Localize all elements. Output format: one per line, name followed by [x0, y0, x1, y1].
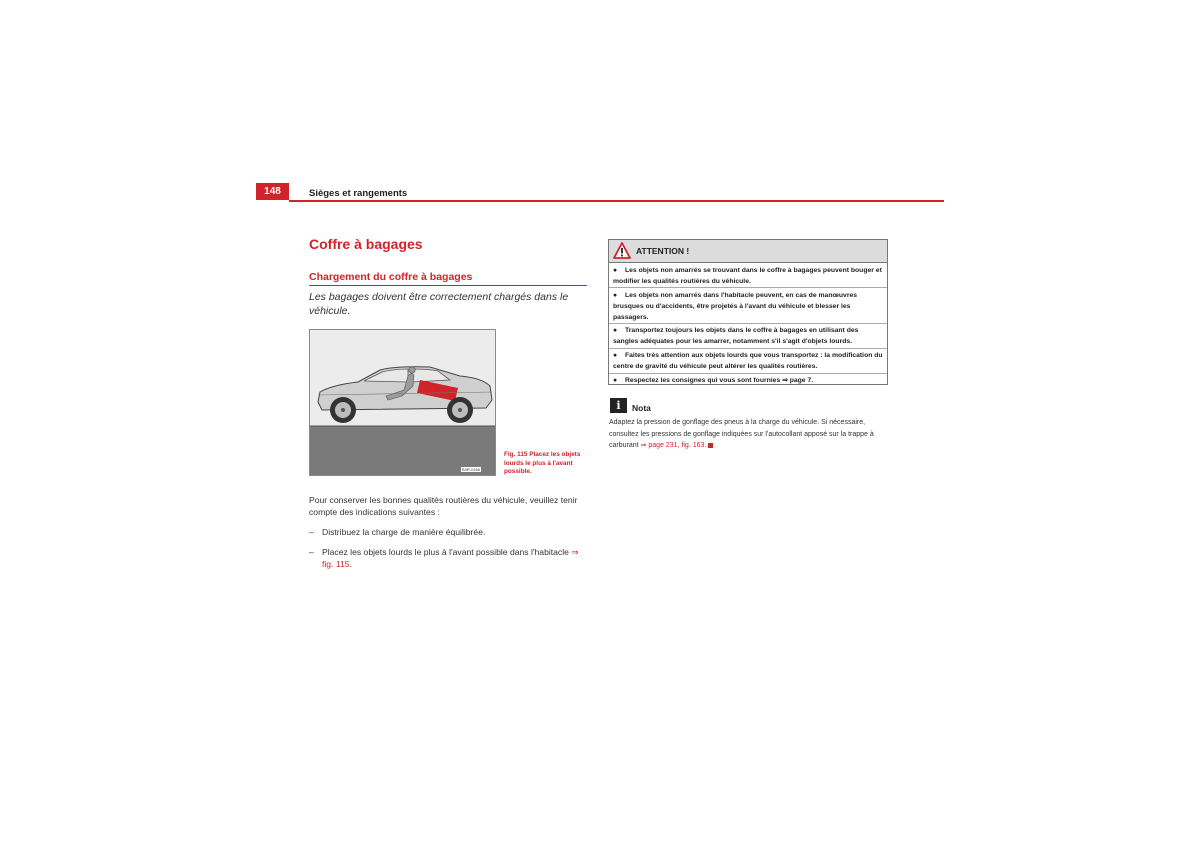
info-icon: i [610, 398, 627, 413]
list-dash: – [309, 547, 314, 557]
divider [609, 287, 887, 288]
warning-header [609, 240, 887, 263]
note-title: Nota [632, 403, 651, 413]
page-link[interactable]: ⇒ page 231, fig. 163 [640, 442, 705, 449]
subsection-title: Chargement du coffre à bagages [309, 271, 473, 283]
list-dash: – [309, 527, 314, 537]
section-title: Coffre à bagages [309, 236, 423, 252]
figure-code: B3R-0156 [461, 467, 480, 472]
warning-title: ATTENTION ! [636, 246, 690, 256]
figure-caption: Fig. 115 Placez les objets lourds le plus à l'avant possible. [504, 451, 581, 475]
subsection-rule [309, 285, 587, 286]
running-title: Sièges et rangements [309, 188, 408, 199]
divider [609, 323, 887, 324]
divider [609, 348, 887, 349]
divider [609, 373, 887, 374]
note-text: Adaptez la pression de gonflage des pneus à la charge du véhicule. Si nécessaire, consultez les pressions de gonflage indiquées sur l'autocollant apposé sur la trappe à carburant ⇒ page 231, fig. 163. [609, 419, 874, 449]
end-square-icon [708, 443, 713, 448]
intro-text: Les bagages doivent être correctement chargés dans le véhicule. [309, 291, 569, 317]
warning-box: ATTENTION ! ● Les objets non amarrés se trouvant dans le coffre à bagages peuvent bouger et modifier les qualités routières du véhicule. ● Les objets non amarrés dans l'habitacle peuvent, en cas de manœuvres brusques ou d'accidents, être projetés à l'avant du véhicule et blesser les passagers. ● Transportez toujours les objets dans le coffre à bagages en utilisant des sangles adéquates pour les amarrer, notamment s'il s'agit d'objets lourds. ● Faites très attention aux objets lourds que vous transportez : la modification du centre de gravité du véhicule peut altérer les qualités routières. ● Respectez les consignes qui vous sont fournies ⇒ page 7. [608, 239, 888, 385]
car-illustration [310, 330, 496, 476]
car-loading-figure [309, 329, 496, 476]
warning-triangle-icon [613, 242, 631, 259]
page-header [256, 183, 944, 202]
body-paragraph: Pour conserver les bonnes qualités routières du véhicule, veuillez tenir compte des indications suivantes : [309, 495, 578, 517]
header-rule [289, 200, 944, 202]
figure-link[interactable]: ⇒ fig. 115 [322, 547, 579, 569]
list-item-text: Distribuez la charge de manière équilibrée. [322, 527, 486, 537]
page-number: 148 [256, 183, 289, 200]
list-item-text: Placez les objets lourds le plus à l'avant possible dans l'habitacle ⇒ fig. 115. [322, 547, 579, 569]
